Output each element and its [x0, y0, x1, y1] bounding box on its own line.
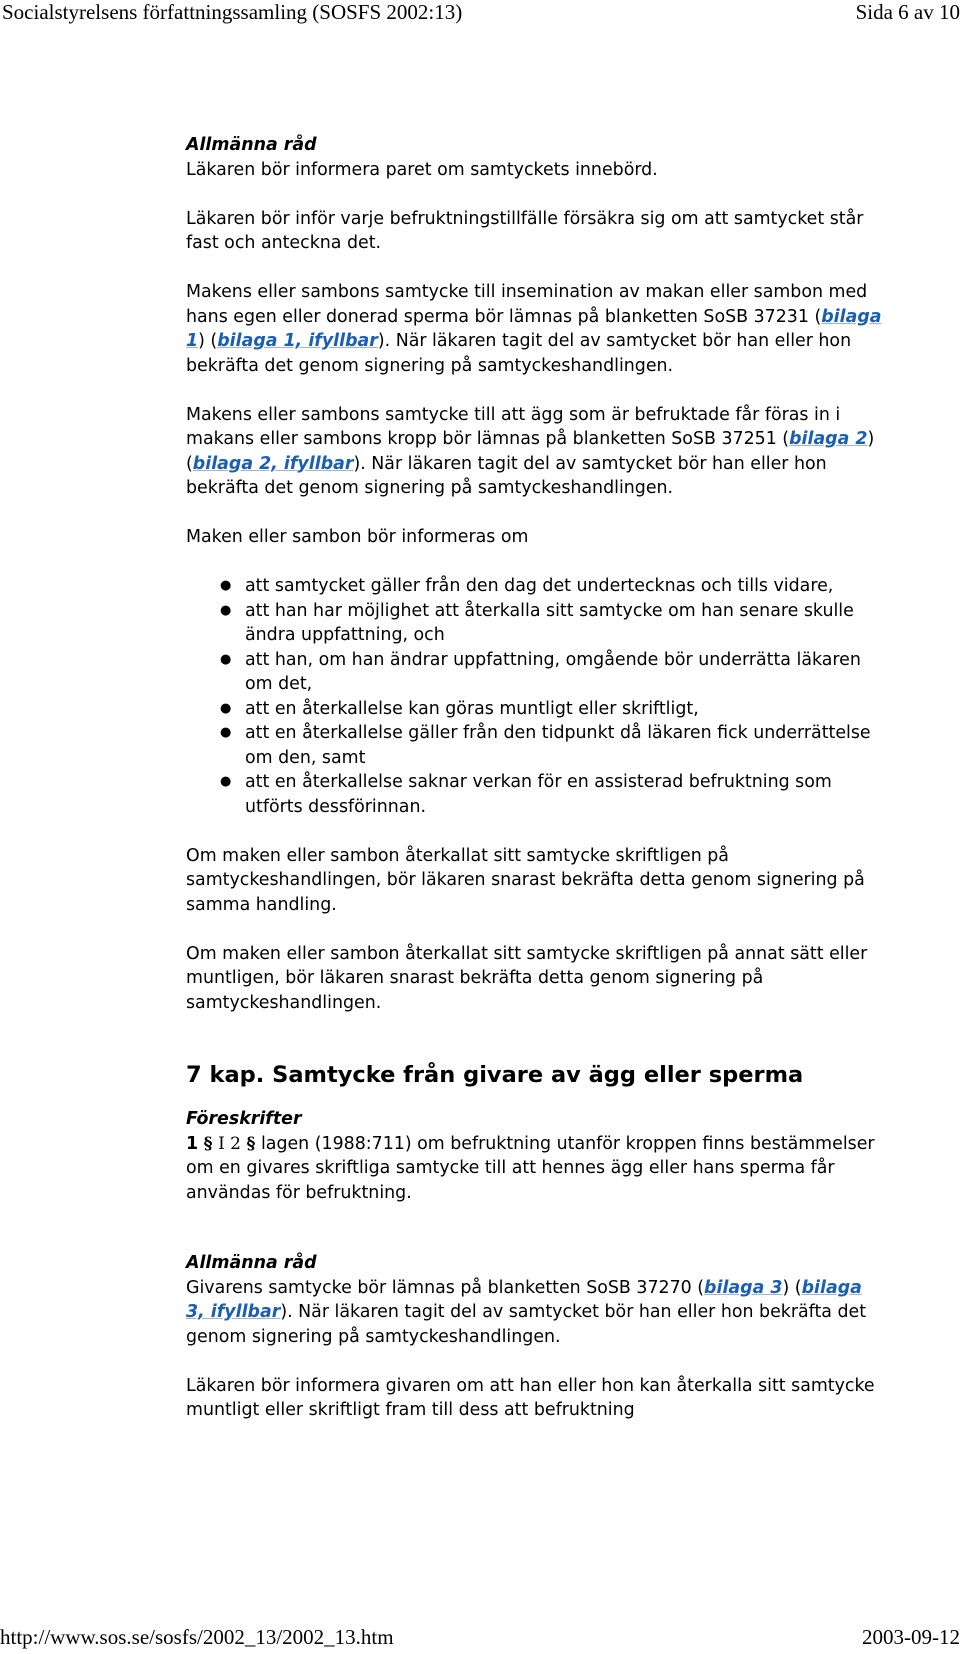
list-item [220, 648, 886, 697]
text: Makens eller sambons samtycke till insemination av makan eller sambon med hans egen eller donerad sperma bör lämnas på blanketten SoSB 37231 ( [186, 282, 868, 327]
list-item-text: att en återkallelse saknar verkan för en assisterad befruktning som utförts dessförinnan. [245, 772, 832, 817]
bullet-icon: ● [220, 602, 232, 618]
bilaga-3-ifyllbar-link[interactable]: bilaga 3, ifyllbar [186, 1277, 862, 1322]
foreskrifter-label: Föreskrifter [186, 1109, 302, 1129]
paragraph [186, 403, 886, 501]
section-sign-icon: § [203, 1133, 213, 1154]
text: ). När läkaren tagit del av samtycket bör han eller hon bekräfta det genom signering på samtyckeshandlingen. [186, 1302, 867, 1347]
list-item [220, 697, 886, 722]
paragraph [186, 280, 886, 378]
list-item-text: att en återkallelse kan göras muntligt eller skriftligt, [245, 698, 699, 719]
paragraph: Läkaren bör inför varje befruktningstillfälle försäkra sig om att samtycket står fast och anteckna det. [186, 208, 864, 253]
list-item [220, 721, 886, 770]
list-item-text: att han har möjlighet att återkalla sitt samtycke om han senare skulle ändra uppfattning, och [245, 600, 854, 645]
text: ) ( [198, 331, 218, 351]
allmanna-rad-label: Allmänna råd [186, 1253, 317, 1273]
page-number: Sida 6 av 10 [855, 0, 960, 24]
bilaga-1-link[interactable]: bilaga 1 [186, 306, 882, 351]
text: Givarens samtycke bör lämnas på blanketten SoSB 37270 ( [186, 1277, 705, 1298]
paragraph: Läkaren bör informera givaren om att han eller hon kan återkalla sitt samtycke muntligt eller skriftligt fram till dess att befruktning [186, 1375, 875, 1420]
bilaga-2-ifyllbar-link[interactable]: bilaga 2, ifyllbar [192, 453, 354, 474]
page-footer [0, 1625, 960, 1654]
document-body [186, 133, 886, 1423]
section-number: 1 [186, 1133, 199, 1154]
text: Makens eller sambons samtycke till att ägg som är befruktade får föras in i makans eller sambons kropp bör lämnas på blanketten SoSB 37251 ( [186, 404, 841, 449]
section-sign-icon: § [246, 1133, 256, 1154]
paragraph: Om maken eller sambon återkallat sitt samtycke skriftligen på samtyckeshandlingen, bör läkaren snarast bekräfta detta genom signering på samma handling. [186, 845, 865, 915]
paragraph: Läkaren bör informera paret om samtyckets innebörd. [186, 159, 658, 180]
list-item [220, 599, 886, 648]
bullet-icon: ● [220, 725, 232, 740]
chapter-heading: 7 kap. Samtycke från givare av ägg eller sperma [186, 1062, 804, 1088]
list-item [220, 574, 886, 599]
text: lagen (1988:711) om befruktning utanför kroppen finns bestämmelser om en givares skriftliga samtycke till att hennes ägg eller hans sperma får användas för befruktning. [186, 1133, 875, 1203]
chapter-reference: I 2 [218, 1133, 241, 1154]
bullet-icon: ● [220, 651, 232, 667]
bullet-icon: ● [220, 578, 232, 593]
footer-url[interactable]: http://www.sos.se/sosfs/2002_13/2002_13.htm [0, 1625, 394, 1649]
bilaga-1-ifyllbar-link[interactable]: bilaga 1, ifyllbar [217, 331, 378, 351]
header-title: Socialstyrelsens författningssamling (SOSFS 2002:13) [2, 0, 463, 24]
list-item-text: att en återkallelse gäller från den tidpunkt då läkaren fick underrättelse om den, samt [245, 723, 871, 768]
allmanna-rad-label: Allmänna råd [186, 135, 317, 155]
bilaga-2-link[interactable]: bilaga 2 [789, 429, 868, 449]
bullet-icon: ● [220, 774, 232, 789]
list-item-text: att samtycket gäller från den dag det undertecknas och tills vidare, [245, 576, 834, 596]
text: ) ( [186, 429, 875, 474]
bilaga-3-link[interactable]: bilaga 3 [704, 1277, 783, 1298]
paragraph: Om maken eller sambon återkallat sitt samtycke skriftligen på annat sätt eller muntligen, bör läkaren snarast bekräfta detta genom signering på samtyckeshandlingen. [186, 943, 868, 1013]
text: ) ( [782, 1277, 802, 1298]
list-item [220, 770, 886, 819]
text: ). När läkaren tagit del av samtycket bör han eller hon bekräfta det genom signering på samtyckeshandlingen. [186, 453, 827, 498]
paragraph [186, 1276, 886, 1350]
text: ). När läkaren tagit del av samtycket bör han eller hon bekräfta det genom signering på samtyckeshandlingen. [186, 331, 852, 376]
footer-date: 2003-09-12 [862, 1625, 960, 1649]
bullet-icon: ● [220, 700, 232, 716]
information-list [186, 574, 886, 819]
list-item-text: att han, om han ändrar uppfattning, omgående bör underrätta läkaren om det, [245, 649, 861, 694]
paragraph: Maken eller sambon bör informeras om [186, 527, 529, 547]
page-header [0, 0, 960, 30]
paragraph [186, 1132, 886, 1206]
